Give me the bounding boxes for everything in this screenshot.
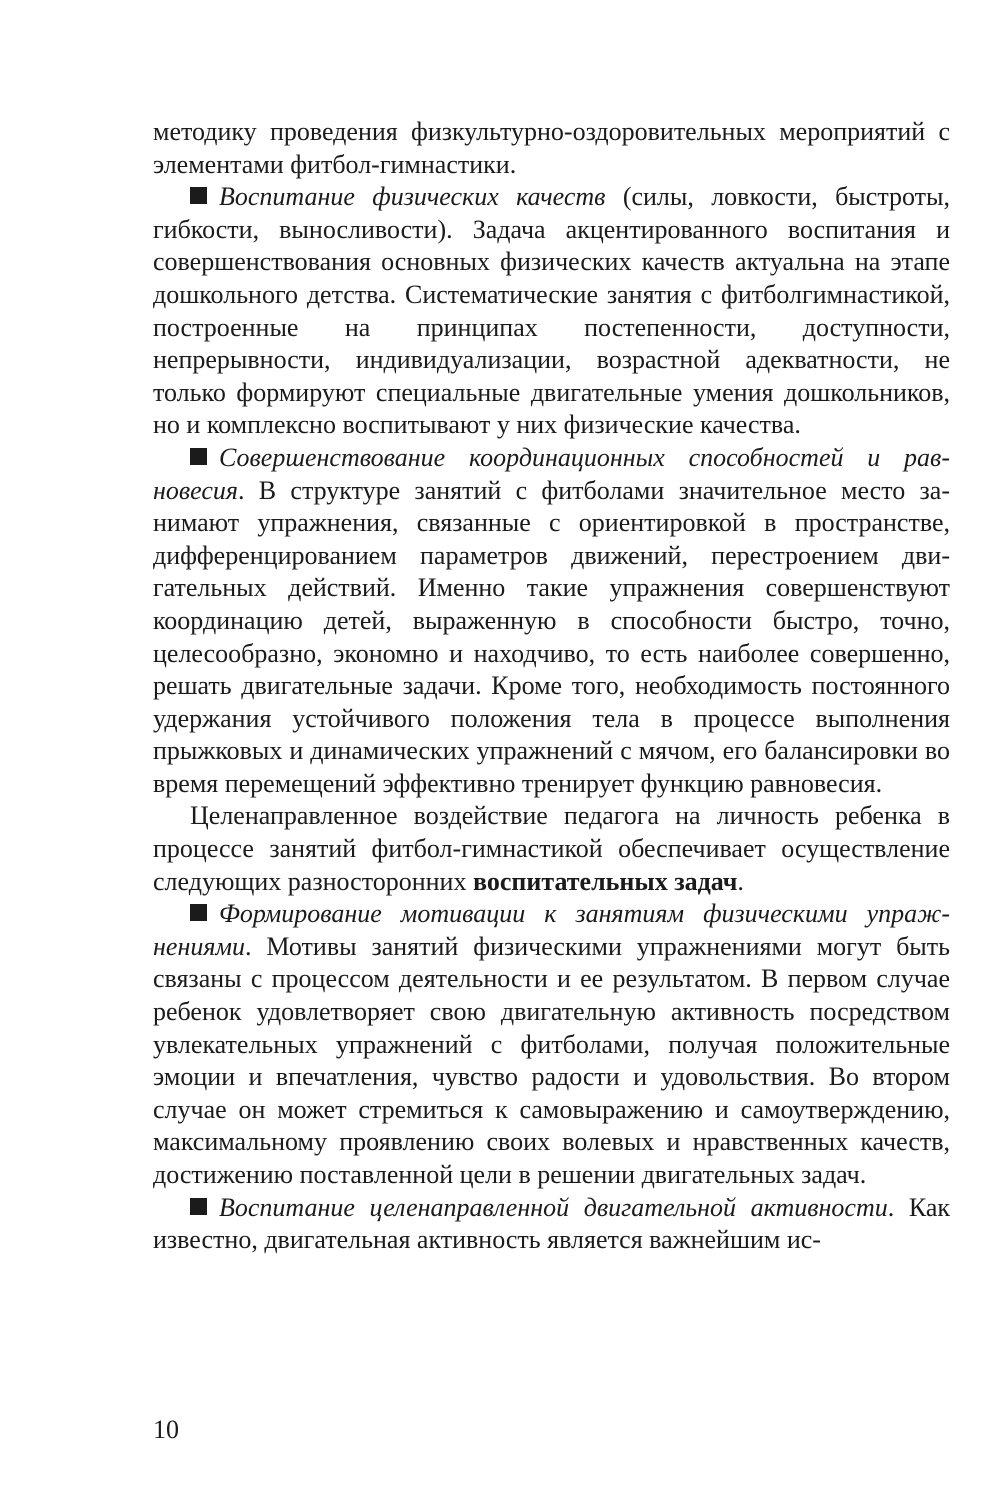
paragraph-tail: . — [737, 866, 744, 896]
paragraph-text: (силы, ловкости, быстроты, гибкости, выносливости). Задача акцентированного воспитания и совершенствования основных физических качеств актуальна на этапе дошкольного детства. Систематические занятия с фитболгимнастикой, построенные на принципах постепенности, доступности, непрерывности, индивидуализации, возрастной адекватности, не только формируют специальные двигательные умения дошкольников, но и комплексно воспитывают у них физические качества. — [153, 182, 950, 440]
square-bullet-icon — [190, 1198, 207, 1215]
page-number: 10 — [153, 1415, 179, 1444]
paragraph-lead: Воспитание физических качеств — [219, 182, 606, 212]
square-bullet-icon — [190, 448, 207, 465]
paragraph-intro — [153, 116, 950, 181]
paragraph-text: . Мотивы занятий физическими упражнениями могут быть связаны с процессом деятельности и ее результатом. В первом случае ребенок удовлетворяет свою двигательную активность посредством увлекательных упражнений с фитболами, получая положительные эмоции и впечатления, чувство радости и удовольствия. Во втором случае он может стремиться к самовыражению и самоутверждению, максимальному проявлению своих волевых и нравственных качеств, достижению поставленной цели в решении двигательных задач. — [153, 931, 950, 1189]
paragraph-coordination — [153, 442, 950, 801]
paragraph-text: методику проведения физкультурно-оздоровительных мероприятий с элементами фитбол-гимнастики. — [153, 117, 950, 179]
paragraph-bold-term: воспитательных задач — [472, 866, 738, 896]
paragraph-text: Целенаправленное воздействие педагога на личность ребенка в процессе занятий фитбол-гимнастикой обеспечивает осуществление следующих разносторонних — [153, 801, 950, 896]
paragraph-lead: Формирование мотивации к занятиям физическими упражнениями — [153, 899, 950, 961]
paragraph-lead: Воспитание целенаправленной двигательной активности — [219, 1192, 888, 1222]
paragraph-text: . В структуре занятий с фитболами значительное место занимают упражнения, связанные с ориентировкой в пространстве, дифференцированием параметров движений, перестроением двигательных действий. Именно такие упражнения совершенствуют координацию детей, выраженную в способности быстро, точно, целесообразно, экономно и находчиво, то есть наиболее совершенно, решать двигательные задачи. Кроме того, необходимость постоянного удержания устойчивого положения тела в процессе выполнения прыжковых и динамических упражнений с мячом, его балансировки во время перемещений эффективно тренирует функцию равновесия. — [153, 475, 950, 798]
square-bullet-icon — [190, 187, 207, 204]
square-bullet-icon — [190, 904, 207, 921]
paragraph-text: . Как известно, двигательная активность является важнейшим ис- — [153, 1192, 950, 1255]
paragraph-physical-qualities — [153, 181, 950, 442]
paragraph-lead: Совершенствование координационных способностей и равновесия — [153, 442, 950, 505]
paragraph-educational-tasks — [153, 800, 950, 898]
paragraph-motivation — [153, 898, 950, 1191]
page-body — [153, 116, 950, 1257]
paragraph-motor-activity — [153, 1192, 950, 1257]
